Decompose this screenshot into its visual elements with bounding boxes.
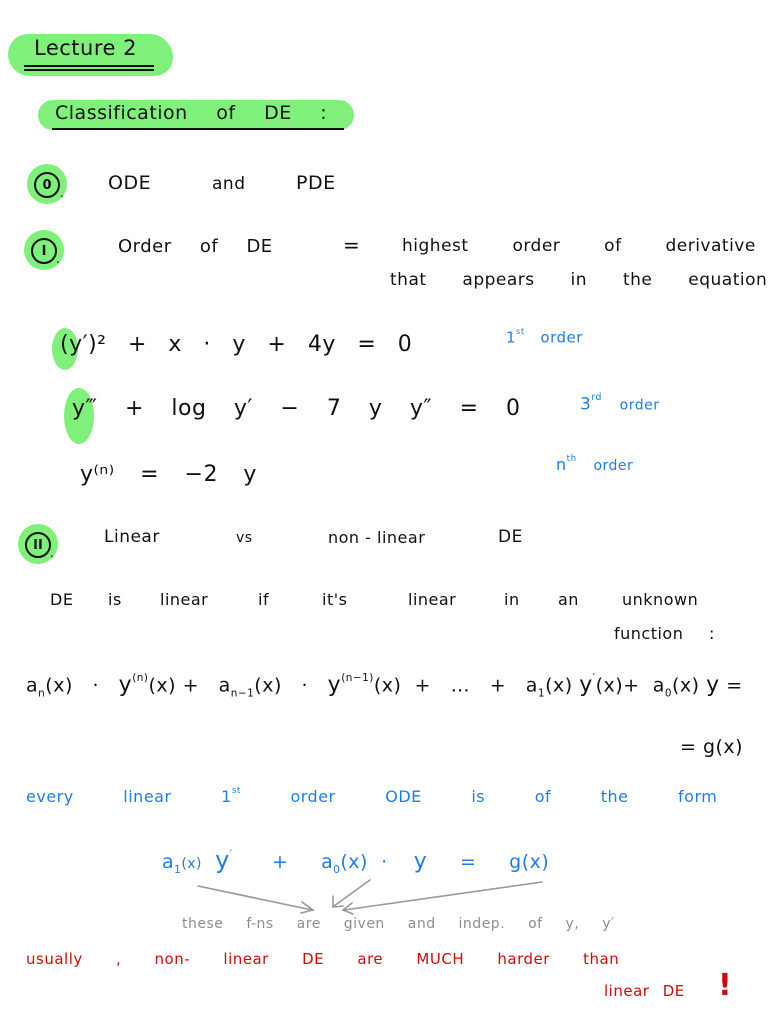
linear-definition-line-1: DE is linear if it's linear in an unknown xyxy=(50,590,699,609)
item-marker-0: 0 xyxy=(34,172,60,198)
equals-sign: = xyxy=(343,233,361,257)
marker-dot: . xyxy=(60,186,64,200)
definition-line-2: that appears in the equation xyxy=(390,270,768,290)
first-order-note: every linear 1st order ODE is of the form xyxy=(26,786,718,806)
conclusion-line-1: usually , non- linear DE are MUCH harder than xyxy=(26,950,620,968)
order-of-de-label: Order of DE xyxy=(118,236,273,257)
general-form-rhs: = g(x) xyxy=(680,736,744,758)
example-equation-3: y⁽ⁿ⁾ = −2 y xyxy=(80,462,257,487)
example-equation-1: (y′)² + x · y + 4y = 0 xyxy=(60,332,413,357)
conclusion-line-2: linear DE xyxy=(604,982,685,1000)
order-label-3: $n^{th}$ order xyxy=(556,454,634,474)
marker-dot: . xyxy=(50,546,54,560)
lecture-heading: Lecture 2 xyxy=(34,36,137,60)
marker-dot: . xyxy=(56,252,60,266)
ode-label: ODE xyxy=(108,172,152,194)
vs-label: vs xyxy=(236,530,253,546)
annotation-given-functions: these f-ns are given and indep. of y, y′ xyxy=(182,916,615,932)
pde-label: PDE xyxy=(296,172,336,194)
item-marker-2: II xyxy=(25,532,51,558)
general-linear-form: $a_n(x)$ · $y^{(n)}(x)$ + $a_{n-1}(x)$ · $y^{(n-1)}(x)$ + … + $a_1(x)$ $y'(x)+ a_0(x) y$ = xyxy=(26,672,743,700)
and-label: and xyxy=(212,174,246,194)
de-label: DE xyxy=(498,527,523,547)
section-title: Classification of DE : xyxy=(55,102,328,124)
first-order-form: $a_1(x)$ y′ + $a_0(x)$ · y = g(x) xyxy=(162,846,550,877)
item-marker-1: I xyxy=(31,238,57,264)
exclamation-mark: ! xyxy=(718,968,733,1003)
order-label-2: 3rd order xyxy=(580,392,660,415)
non-linear-label: non - linear xyxy=(328,528,426,547)
definition-line-1: highest order of derivative xyxy=(402,236,756,256)
example-equation-2: y‴ + log y′ − 7 y y″ = 0 xyxy=(72,396,521,421)
order-label-1: 1st order xyxy=(506,326,583,347)
linear-definition-line-2: function : xyxy=(614,624,715,643)
linear-label: Linear xyxy=(104,527,160,547)
